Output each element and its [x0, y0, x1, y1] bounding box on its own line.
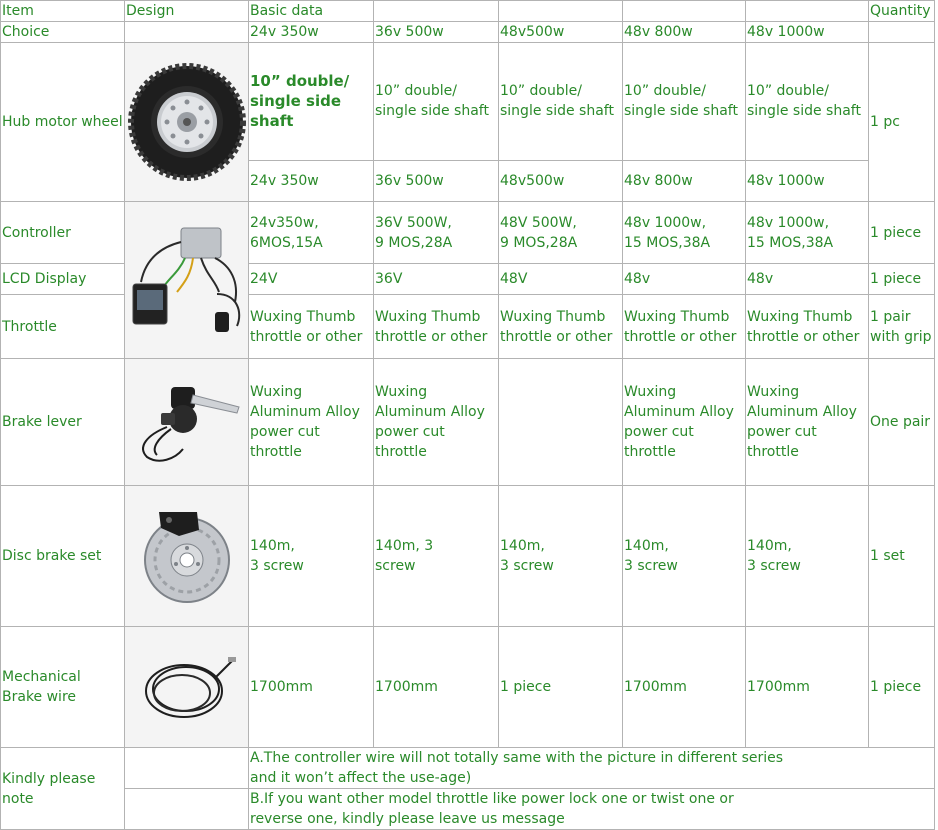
- hub-shaft-cell: 10” double/ single side shaft: [746, 43, 869, 161]
- disc-brake-icon: [137, 506, 237, 606]
- wire-cell: 1700mm: [374, 627, 499, 748]
- hub-row: [1, 43, 935, 161]
- header-empty: [499, 1, 623, 22]
- disc-label: Disc brake set: [1, 486, 125, 627]
- choice-cell: 24v 350w: [249, 22, 374, 43]
- hub-label: Hub motor wheel: [1, 43, 125, 202]
- wire-label: Mechanical Brake wire: [1, 627, 125, 748]
- lcd-cell: 48v: [623, 264, 746, 295]
- hub-shaft-cell: 10” double/ single side shaft: [249, 43, 374, 161]
- lcd-quantity: 1 piece: [869, 264, 935, 295]
- disc-row: [1, 486, 935, 627]
- hub-power-cell: 48v 1000w: [746, 160, 869, 201]
- controller-lcd-throttle-image: [125, 202, 249, 359]
- wire-cell: 1700mm: [623, 627, 746, 748]
- disc-cell: 140m, 3 screw: [746, 486, 869, 627]
- hub-power-cell: 48v 800w: [623, 160, 746, 201]
- wire-quantity: 1 piece: [869, 627, 935, 748]
- brake-cell: Wuxing Aluminum Alloy power cut throttle: [374, 359, 499, 486]
- controller-icon: [127, 222, 247, 338]
- hub-power-cell: 36v 500w: [374, 160, 499, 201]
- brake-cell: Wuxing Aluminum Alloy power cut throttle: [746, 359, 869, 486]
- hub-shaft-cell: 10” double/ single side shaft: [374, 43, 499, 161]
- brake-label: Brake lever: [1, 359, 125, 486]
- wire-cell: 1700mm: [746, 627, 869, 748]
- disc-cell: 140m, 3 screw: [374, 486, 499, 627]
- controller-quantity: 1 piece: [869, 202, 935, 264]
- throttle-cell: Wuxing Thumb throttle or other: [746, 295, 869, 359]
- disc-cell: 140m, 3 screw: [499, 486, 623, 627]
- brake-quantity: One pair: [869, 359, 935, 486]
- wire-row: [1, 627, 935, 748]
- note-label: Kindly please note: [1, 748, 125, 830]
- controller-cell: 48v 1000w, 15 MOS,38A: [623, 202, 746, 264]
- controller-label: Controller: [1, 202, 125, 264]
- brake-wire-icon: [132, 647, 242, 727]
- note-a: A.The controller wire will not totally same with the picture in different series and it won’t affect the use-age): [249, 748, 935, 789]
- header-row: [1, 1, 935, 22]
- header-empty: [746, 1, 869, 22]
- controller-row: [1, 202, 935, 264]
- note-b: B.If you want other model throttle like power lock one or twist one or reverse one, kindly please leave us message: [249, 789, 935, 830]
- brake-wire-image: [125, 627, 249, 748]
- note-design: [125, 789, 249, 830]
- controller-cell: 48v 1000w, 15 MOS,38A: [746, 202, 869, 264]
- lcd-cell: 48V: [499, 264, 623, 295]
- wire-cell: 1700mm: [249, 627, 374, 748]
- brake-lever-image: [125, 359, 249, 486]
- hub-shaft-cell: 10” double/ single side shaft: [499, 43, 623, 161]
- note-design: [125, 748, 249, 789]
- controller-cell: 36V 500W, 9 MOS,28A: [374, 202, 499, 264]
- brake-cell: Wuxing Aluminum Alloy power cut throttle: [249, 359, 374, 486]
- controller-cell: 24v350w, 6MOS,15A: [249, 202, 374, 264]
- tire-icon: [128, 63, 246, 181]
- note-row-a: [1, 748, 935, 789]
- choice-cell: 48v 1000w: [746, 22, 869, 43]
- header-empty: [374, 1, 499, 22]
- choice-design: [125, 22, 249, 43]
- brake-lever-icon: [127, 379, 247, 465]
- choice-cell: 36v 500w: [374, 22, 499, 43]
- hub-power-cell: 24v 350w: [249, 160, 374, 201]
- brake-cell: [499, 359, 623, 486]
- note-row-b: [1, 789, 935, 830]
- choice-cell: 48v 800w: [623, 22, 746, 43]
- choice-quantity: [869, 22, 935, 43]
- header-quantity: Quantity: [869, 1, 935, 22]
- throttle-cell: Wuxing Thumb throttle or other: [374, 295, 499, 359]
- throttle-cell: Wuxing Thumb throttle or other: [623, 295, 746, 359]
- disc-brake-image: [125, 486, 249, 627]
- choice-label: Choice: [1, 22, 125, 43]
- throttle-cell: Wuxing Thumb throttle or other: [249, 295, 374, 359]
- header-item: Item: [1, 1, 125, 22]
- throttle-cell: Wuxing Thumb throttle or other: [499, 295, 623, 359]
- lcd-cell: 48v: [746, 264, 869, 295]
- lcd-label: LCD Display: [1, 264, 125, 295]
- hub-shaft-cell: 10” double/ single side shaft: [623, 43, 746, 161]
- controller-cell: 48V 500W, 9 MOS,28A: [499, 202, 623, 264]
- lcd-cell: 24V: [249, 264, 374, 295]
- throttle-quantity: 1 pair with grip: [869, 295, 935, 359]
- disc-quantity: 1 set: [869, 486, 935, 627]
- hub-quantity: 1 pc: [869, 43, 935, 202]
- disc-cell: 140m, 3 screw: [623, 486, 746, 627]
- hub-power-cell: 48v500w: [499, 160, 623, 201]
- brake-cell: Wuxing Aluminum Alloy power cut throttle: [623, 359, 746, 486]
- hub-motor-wheel-image: [125, 43, 249, 202]
- choice-cell: 48v500w: [499, 22, 623, 43]
- disc-cell: 140m, 3 screw: [249, 486, 374, 627]
- brake-row: [1, 359, 935, 486]
- choice-row: [1, 22, 935, 43]
- throttle-label: Throttle: [1, 295, 125, 359]
- header-basic-data: Basic data: [249, 1, 374, 22]
- wire-cell: 1 piece: [499, 627, 623, 748]
- header-design: Design: [125, 1, 249, 22]
- lcd-cell: 36V: [374, 264, 499, 295]
- header-empty: [623, 1, 746, 22]
